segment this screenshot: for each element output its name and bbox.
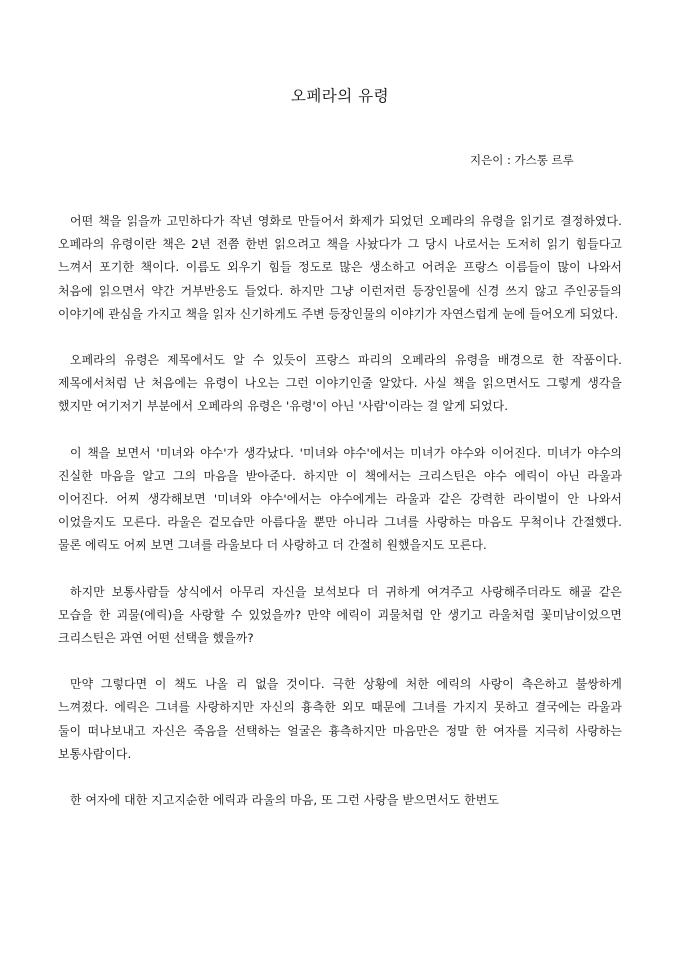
paragraph-6: 한 여자에 대한 지고지순한 에릭과 라울의 마음, 또 그런 사랑을 받으면서도 한번도 <box>70 793 499 808</box>
paragraph-1: 어떤 책을 읽을까 고민하다가 작년 영화로 만들어서 화제가 되었던 오페라의 유령을 읽기로 결정하였다. 오페라의 유령이란 책은 2년 전쯤 한번 읽으려고 책을 사놨다가 그 당시 나로서는 도저히 읽기 힘들다고 느껴서 포기한 책이다. 이름도 외우기 힘들 정도로 많은 생소하고 어려운 프랑스 이름들이 많이 나와서 처음에 읽으면서 약간 거부반응도 들었다. 하지만 그냥 이런저런 등장인물에 신경 쓰지 않고 주인공들의 이야기에 관심을 가지고 책을 읽자 신기하게도 주변 등장인물의 이야기가 자연스럽게 눈에 들어오게 되었다. <box>58 214 622 321</box>
paragraph-4: 하지만 보통사람들 상식에서 아무리 자신을 보석보다 더 귀하게 여겨주고 사랑해주더라도 해골 같은 모습을 한 괴물(에릭)을 사랑할 수 있었을까? 만약 에릭이 괴물처럼 안 생기고 라울처럼 꽃미남이었으면 크리스틴은 과연 어떤 선택을 했을까? <box>58 584 622 646</box>
document-title: 오페라의 유령 <box>290 87 390 105</box>
document-body <box>58 210 622 835</box>
paragraph-5: 만약 그렇다면 이 책도 나올 리 없을 것이다. 극한 상황에 처한 에릭의 사랑이 측은하고 불쌍하게 느껴졌다. 에릭은 그녀를 사랑하지만 자신의 흉측한 외모 때문에 그녀를 가지지 못하고 결국에는 라울과 둘이 떠나보내고 자신은 죽음을 선택하는 얼굴은 흉측하지만 마음만은 정말 한 여자를 지극히 사랑하는 보통사람이다. <box>58 677 622 761</box>
author-line: 지은이 : 가스통 르루 <box>470 153 574 167</box>
paragraph-2: 오페라의 유령은 제목에서도 알 수 있듯이 프랑스 파리의 오페라의 유령을 배경으로 한 작품이다. 제목에서처럼 난 처음에는 유령이 나오는 그런 이야기인줄 알았다. 사실 책을 읽으면서도 그렇게 생각을 했지만 여기저기 부분에서 오페라의 유령은 '유령'이 아닌 '사람'이라는 걸 알게 되었다. <box>58 353 622 414</box>
paragraph-3: 이 책을 보면서 '미녀와 야수'가 생각났다. '미녀와 야수'에서는 미녀가 야수와 이어진다. 미녀가 야수의 진실한 마음을 알고 그의 마음을 받아준다. 하지만 이 책에서는 크리스틴은 야수 에릭이 아닌 라울과 이어진다. 어찌 생각해보면 '미녀와 야수'에서는 야수에게는 라울과 같은 강력한 라이벌이 안 나와서 이었을지도 모른다. 라울은 겉모습만 아름다울 뿐만 아니라 그녀를 사랑하는 마음도 무척이나 간절했다. 물론 에릭도 어찌 보면 그녀를 라울보다 더 사랑하고 더 간절히 원했을지도 모른다. <box>58 445 622 553</box>
